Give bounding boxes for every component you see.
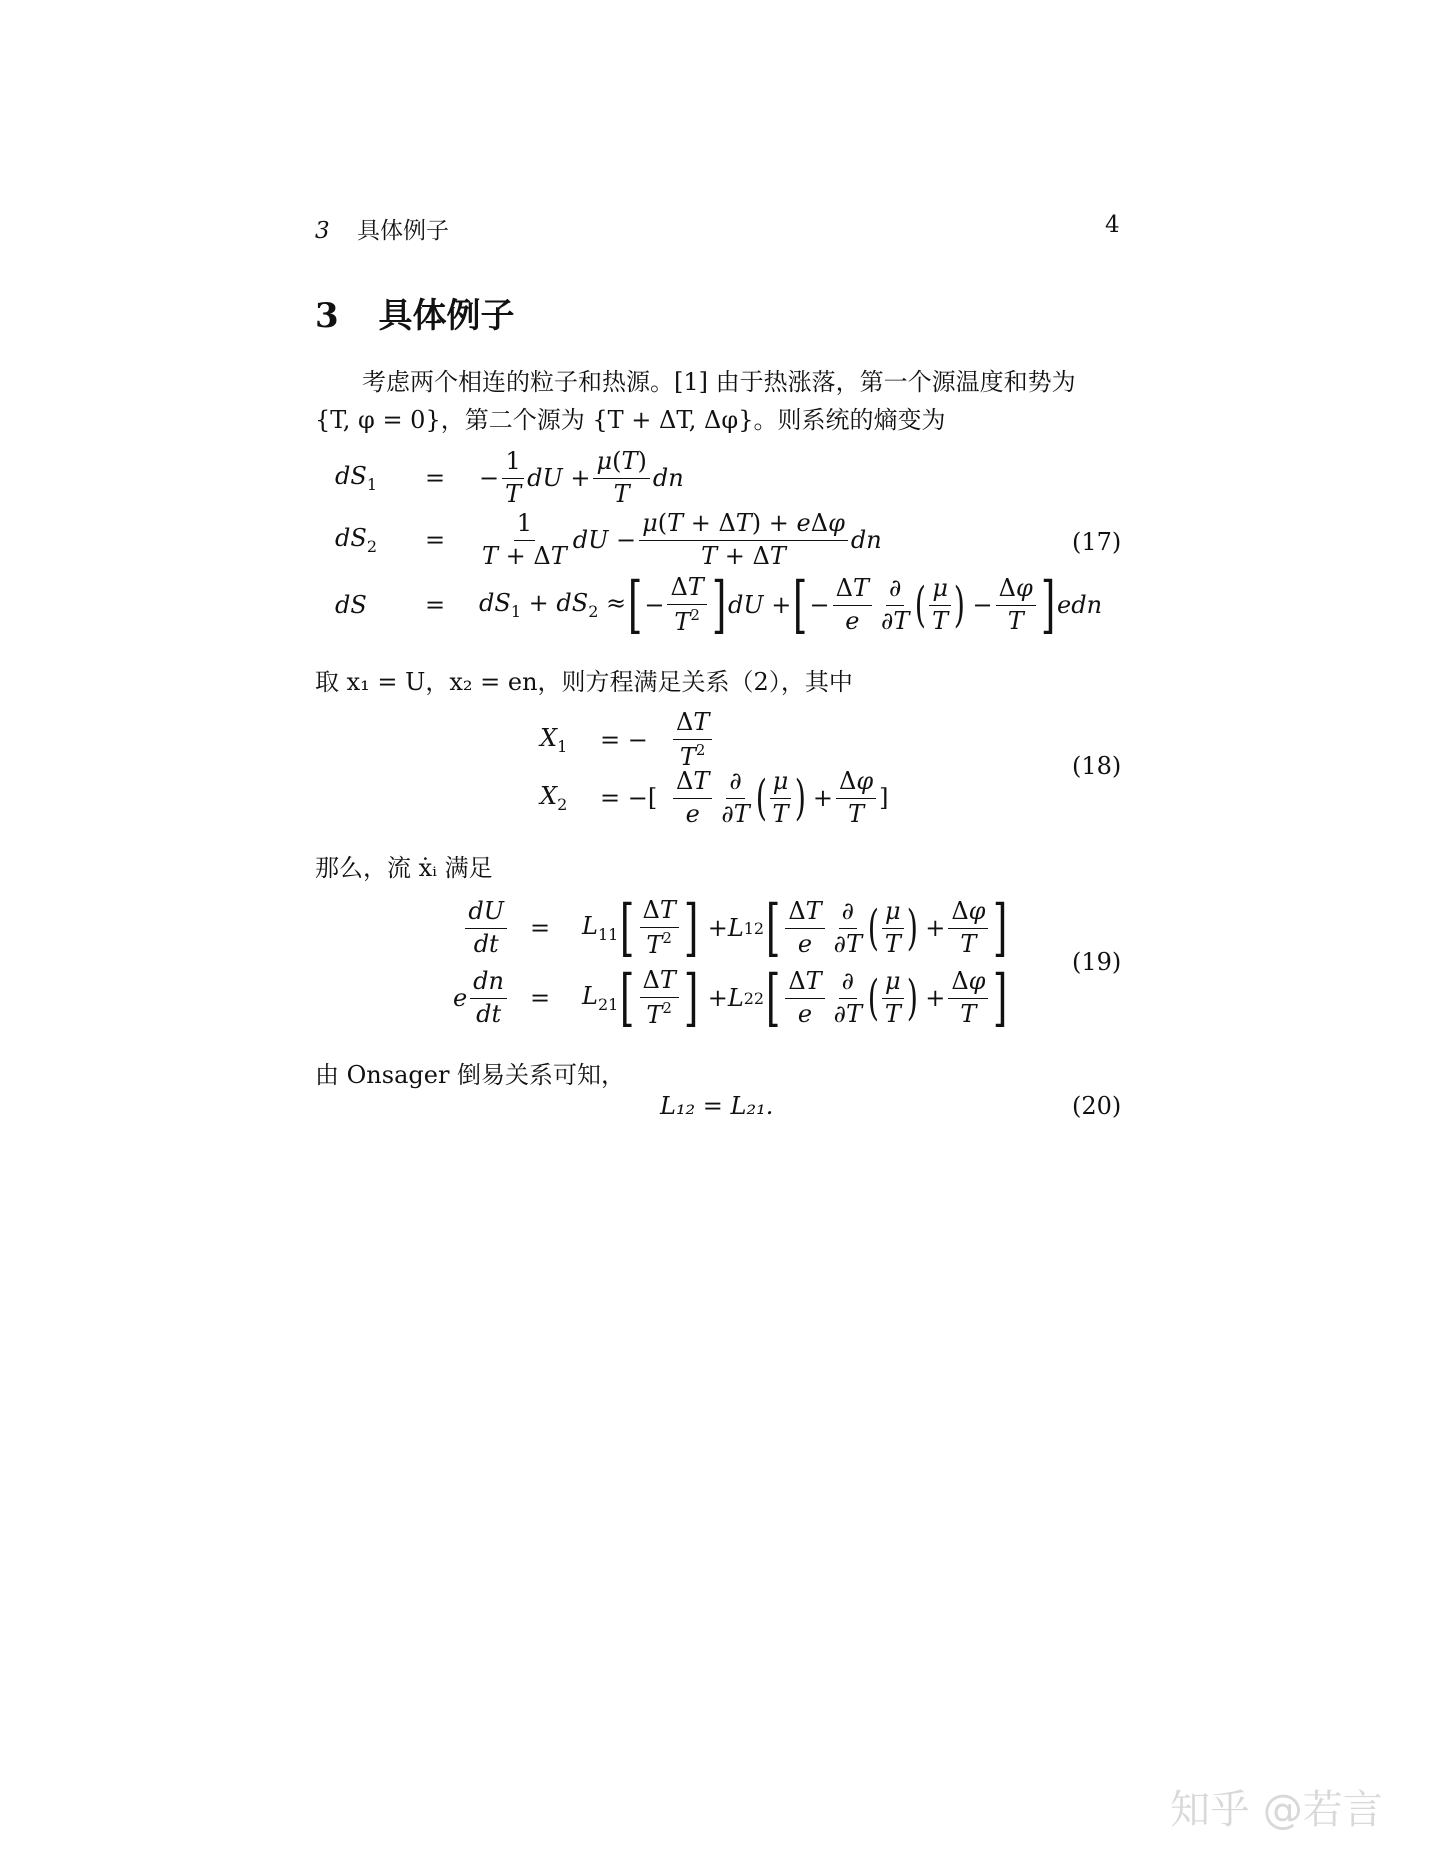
equation-20: L₁₂ = L₂₁. (660, 1092, 774, 1120)
page-number: 4 (1105, 212, 1120, 238)
paragraph-4: 由 Onsager 倒易关系可知， (315, 1061, 626, 1089)
section-heading (315, 288, 515, 337)
paragraph-1-line-1: 考虑两个相连的粒子和热源。[1] 由于热涨落，第一个源温度和势为 (362, 368, 1076, 396)
section-title: 具体例子 (378, 296, 515, 336)
equation-20-label: (20) (1072, 1092, 1122, 1120)
equation-19-label: (19) (1072, 948, 1122, 976)
section-number: 3 (315, 296, 339, 336)
paragraph-3: 那么，流 ẋᵢ 满足 (315, 854, 493, 882)
running-header-title: 具体例子 (356, 218, 449, 244)
equation-18-label: (18) (1072, 752, 1122, 780)
running-header (315, 212, 449, 245)
equation-17-label: (17) (1072, 528, 1122, 556)
running-header-section: 3 (315, 218, 330, 244)
watermark: 知乎 @若言 (1170, 1787, 1383, 1833)
paragraph-1-line-2: {T, φ = 0}，第二个源为 {T + ΔT, Δφ}。则系统的熵变为 (315, 406, 946, 434)
paragraph-2: 取 x₁ = U，x₂ = en，则方程满足关系（2），其中 (315, 668, 853, 696)
